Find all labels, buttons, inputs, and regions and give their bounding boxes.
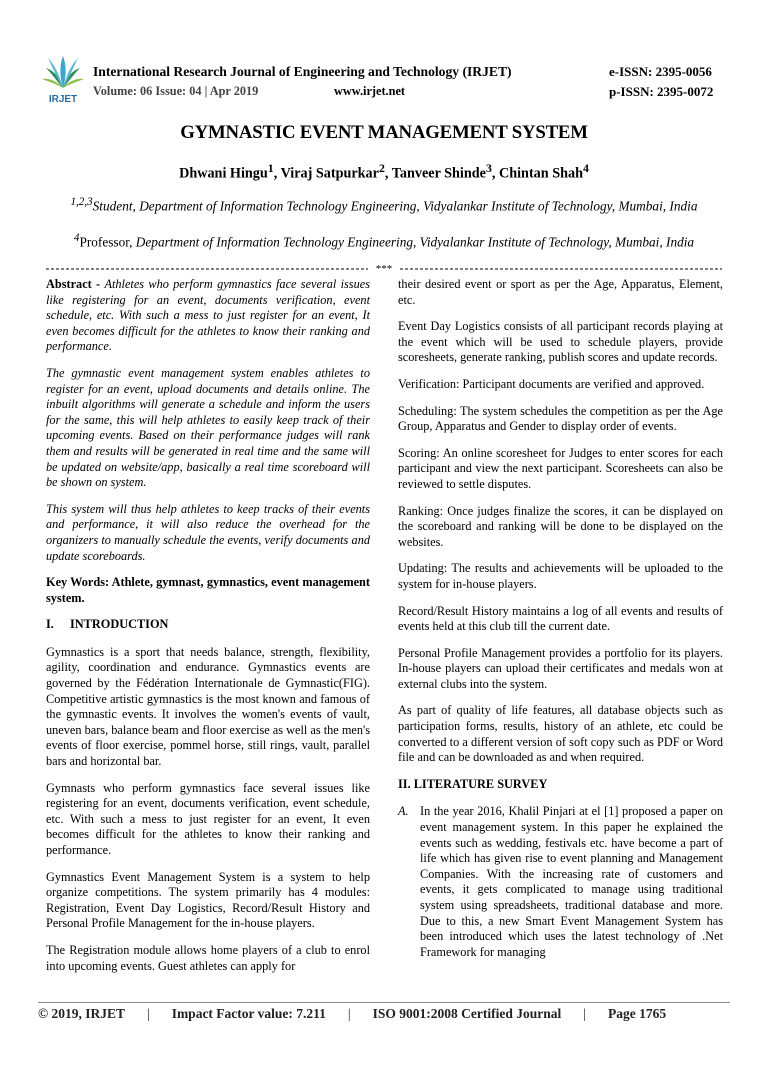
body-paragraph: Ranking: Once judges finalize the scores, it can be displayed on the scoreboard and ranking will be done to be displayed on the websites. xyxy=(398,503,723,549)
section-separator xyxy=(46,263,722,275)
literature-item xyxy=(398,804,723,960)
body-paragraph: Gymnasts who perform gymnastics face several issues like registering for an event, documents verification, event schedule, etc. With such a mess to just register for an event, It even becomes difficult for the athletes to know their ranking and performance. xyxy=(46,780,370,857)
body-paragraph: The Registration module allows home players of a club to enrol into upcoming events. Guest athletes can apply for xyxy=(46,942,370,973)
abstract-paragraph xyxy=(46,277,370,355)
separator-mark: *** xyxy=(375,263,393,275)
body-paragraph: Scoring: An online scoresheet for Judges to enter scores for each participant and view the next participant. Scoresheets can also be reviewed to settle disputes. xyxy=(398,445,723,491)
literature-item-label: A. xyxy=(398,804,409,819)
body-paragraph: Event Day Logistics consists of all participant records playing at the event which will be used to schedule players, provide scoresheets, generate ranking, publish scores and update records. xyxy=(398,319,723,365)
author-name: Viraj Satpurkar xyxy=(280,165,379,182)
irjet-logo xyxy=(40,52,86,104)
author-superscript: 1 xyxy=(267,161,274,175)
section-title: INTRODUCTION xyxy=(70,617,169,632)
affiliation-text: Department of Information Technology Engineering, Vidyalankar Institute of Technology, Mumbai, India xyxy=(135,234,695,250)
body-paragraph: Updating: The results and achievements will be uploaded to the system for in-house players. xyxy=(398,561,723,591)
keywords: Key Words: Athlete, gymnast, gymnastics, event management system. xyxy=(46,575,370,605)
author-superscript: 3 xyxy=(485,161,492,175)
p-issn: p-ISSN: 2395-0072 xyxy=(609,84,714,99)
body-paragraph: Record/Result History maintains a log of all events and results of events held at this club till the current date. xyxy=(398,603,723,634)
section-heading-literature-survey: II. LITERATURE SURVEY xyxy=(398,776,548,791)
footer-separator: | xyxy=(347,1006,351,1021)
body-paragraph: Scheduling: The system schedules the competition as per the Age Group, Apparatus and Gender to display order of events. xyxy=(398,403,723,434)
body-paragraph: their desired event or sport as per the Age, Apparatus, Element, etc. xyxy=(398,277,723,307)
e-issn: e-ISSN: 2395-0056 xyxy=(609,64,712,79)
affiliation-text: Student, Department of Information Technology Engineering, Vidyalankar Institute of Technology, Mumbai, India xyxy=(92,198,698,214)
footer-copyright: © 2019, IRJET xyxy=(38,1006,125,1021)
body-paragraph: Personal Profile Management provides a portfolio for its players. In-house players can upload their certificates and medals won at external clubs into the system. xyxy=(398,645,723,691)
website-link[interactable]: www.irjet.net xyxy=(334,84,406,98)
affiliation-superscript: 4 xyxy=(73,232,80,244)
footer-separator: | xyxy=(583,1006,586,1021)
body-paragraph: As part of quality of life features, all database objects such as participation forms, results, history of an athlete, etc could be converted to a different version of soft copy such as PDF or Word file and can be downloaded as and when required. xyxy=(398,703,723,765)
body-paragraph: Gymnastics is a sport that needs balance, strength, flexibility, agility, coordination and endurance. Gymnastics events are governed by the Fédération Internationale de Gymnastic(FIG). Competitive artistic gymnastics is the most known and famous of the gymnastic events. It involves the women's events of vault, uneven bars, balance beam and floor exercise as well as the men's events of floor exercise, pommel horse, still rings, vault, parallel bars and horizontal bar. xyxy=(46,644,370,769)
author-separator: , xyxy=(384,165,392,182)
section-heading-introduction xyxy=(46,617,370,633)
footer-impact-factor: Impact Factor value: 7.211 xyxy=(171,1006,326,1021)
affiliation-students xyxy=(60,194,708,215)
right-column xyxy=(398,277,723,960)
affiliation-professor xyxy=(60,230,708,251)
author-name: Tanveer Shinde xyxy=(391,165,486,182)
footer-iso: ISO 9001:2008 Certified Journal xyxy=(372,1006,562,1021)
volume-issue: Volume: 06 Issue: 04 | Apr 2019 xyxy=(93,84,259,98)
page-footer xyxy=(38,1006,666,1022)
logo-plant-icon xyxy=(40,52,86,104)
author-name: Dhwani Hingu xyxy=(179,165,268,182)
affiliation-role: Professor, xyxy=(79,234,136,250)
author-name: Chintan Shah xyxy=(498,165,583,182)
footer-page-number: Page 1765 xyxy=(607,1006,667,1021)
abstract-paragraph: The gymnastic event management system enables athletes to register for an event, upload documents and details online. The inbuilt algorithms will generate a schedule and inform the users for the same, this will help athletes to easily keep track of their upcoming events. Based on their performance judges will rank them and results will be generated in real time and the same will be updated on website/app, basically a real time scoreboard will be shown on system. xyxy=(46,365,370,490)
body-paragraph: Gymnastics Event Management System is a system to help organize competitions. The system primarily has 4 modules: Registration, Event Day Logistics, Record/Result History and Personal Profile Management for the in-house players. xyxy=(46,869,370,931)
left-column xyxy=(46,277,370,985)
section-number: I. xyxy=(46,617,54,632)
body-paragraph: Verification: Participant documents are verified and approved. xyxy=(398,376,705,391)
author-superscript: 2 xyxy=(378,161,385,175)
logo-text: IRJET xyxy=(48,94,78,104)
abstract-text: Athletes who perform gymnastics face several issues like registering for an event, documents verification, event schedule, etc. With such a mess to just register for an event, It even becomes difficult for the athletes to know their ranking and performance. xyxy=(46,277,370,354)
journal-name: International Research Journal of Engineering and Technology (IRJET) xyxy=(93,64,512,79)
author-separator: , xyxy=(491,165,499,182)
author-separator: , xyxy=(273,165,281,182)
author-list xyxy=(0,161,768,183)
affiliation-superscript: 1,2,3 xyxy=(70,196,93,208)
literature-item-text: In the year 2016, Khalil Pinjari at el [1] proposed a paper on event management system. In this paper he explained the events such as wedding, festivals etc. have become a part of life which has given rise to event planning and Management Companies. With the increasing rate of customers and events, it gets complicated to manage using traditional system using spreadsheets, traditional database and more. Due to this, a new Smart Event Management System has been introduced which uses the latest technology of .Net Framework for managing xyxy=(420,804,723,959)
footer-separator: | xyxy=(146,1006,150,1021)
footer-divider xyxy=(38,1002,730,1003)
paper-title: GYMNASTIC EVENT MANAGEMENT SYSTEM xyxy=(180,122,588,143)
abstract-label: Abstract - xyxy=(46,277,105,291)
author-superscript: 4 xyxy=(582,161,589,175)
abstract-paragraph: This system will thus help athletes to keep tracks of their events and performance, it will also reduce the overhead for the organizers to manually schedule the events, verify documents and update scoreboards. xyxy=(46,501,370,563)
